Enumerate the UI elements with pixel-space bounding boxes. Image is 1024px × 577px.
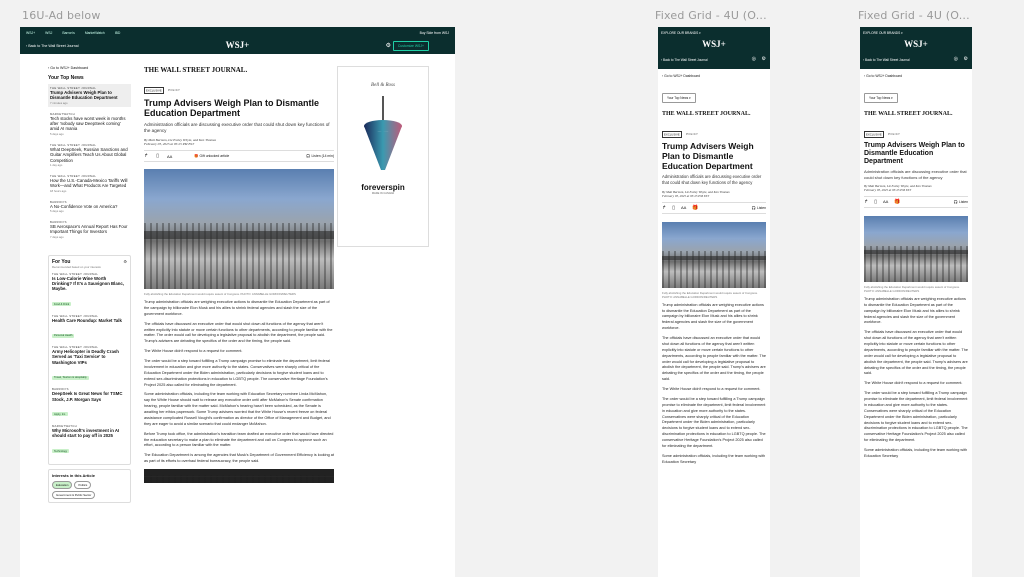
top-news-item[interactable] (48, 198, 131, 215)
goto-dashboard-link[interactable]: ‹ Go to WSJ+ Dashboard (662, 74, 700, 78)
article-paragraph: The order would be a step toward fulfilling a Trump campaign promise to eliminate the department, limit federal involvement in education and give more authority to the states. Conservatives were sharply critical of the Education Department under the Biden administration, particularly decisions to forgive student loans and to extend sex-discrimination protections in education to LGBTQ people. The conservative Heritage Foundation's Project 2025 also called for eliminating the department. (864, 391, 968, 443)
for-you-item[interactable] (52, 314, 127, 341)
top-news-item[interactable] (48, 172, 131, 195)
topnav-link[interactable]: WSJ (45, 31, 53, 35)
exclusive-badge: EXCLUSIVE (866, 132, 882, 136)
frame-label-right: Fixed Grid - 4U (O... (858, 9, 970, 22)
masthead: THE WALL STREET JOURNAL. (864, 111, 953, 117)
account-icon[interactable]: ◎ (953, 56, 958, 62)
article-paragraph: The officials have discussed an executive order that would shut down all functions of the agency that aren't written explicitly into statute or move certain functions to other departments, according to people familiar with the matter. The order would call for developing a legislative proposal to abolish the department, the people said. Trump's advisers are debating the specifics of the order and the timing, the people said. (662, 336, 766, 382)
date: February 03, 2025 at 05:25 PM EST (144, 142, 195, 147)
photo-caption: Fully abolishing the Education Department would require assent of Congress. PHOTO: ANNABELLE GORDON/REUTERS (662, 290, 758, 299)
article-paragraph: The Education Department is among the agencies that Musk's Department of Government Efficiency is looking at as part of its efforts to overhaul federal bureaucracy, the people said. (144, 453, 334, 464)
gift-button[interactable]: 🎁 Gift unlocked article (194, 154, 230, 159)
news-title: DeepSeek Is Great News for TSMC Stock, J.P. Morgan Says (52, 391, 123, 402)
news-time: 18 hours ago (50, 188, 67, 193)
news-title: Why Microsoft's investment in AI should start to pay off in 2025 (52, 427, 120, 439)
interest-chip[interactable] (74, 481, 91, 489)
customize-button[interactable]: Customize WSJ+ (393, 41, 429, 51)
dek: Administration officials are discussing executive order that could shut down key functions of the agency (144, 121, 330, 133)
news-source: BARRON'S (50, 219, 67, 224)
interest-chip[interactable] (52, 481, 72, 489)
bookmark-icon[interactable]: ▯ (672, 204, 675, 211)
top-news-title: Your Top News (48, 75, 84, 81)
gear-icon[interactable]: ⚙ (963, 56, 968, 62)
topic-tag[interactable]: Travel, Tourism & Hospitality (54, 376, 87, 380)
settings-icon[interactable]: ⚙ (123, 258, 127, 264)
news-title: Health Care Roundup: Market Talk (52, 317, 122, 323)
listen-button[interactable]: 🎧 Listen (751, 205, 766, 210)
chip-label: Government & Public Sector (56, 492, 92, 497)
news-title: Tech stocks have worst week in months after 'nobody saw DeepSeek coming' amid AI mania (50, 115, 126, 132)
back-link[interactable]: ‹ Back to The Wall Street Journal (661, 58, 708, 62)
top-nav (20, 27, 455, 54)
for-you-item[interactable] (52, 387, 127, 420)
topnav-link[interactable]: WSJ+ (26, 31, 36, 35)
news-time: 1 day ago (50, 162, 63, 167)
article-paragraph: The White House didn't respond to a request for comment. (864, 381, 963, 386)
article-paragraph: The order would be a step toward fulfilling a Trump campaign promise to eliminate the department, limit federal involvement in education and give more authority to the states. Conservatives were sharply critical of the Education Department under the Biden administration, particularly decisions to forgive student loans and to extend sex-discrimination protections in education to LGBTQ people. The conservative Heritage Foundation's Project 2025 also called for eliminating the department. (144, 359, 330, 387)
gift-icon[interactable]: 🎁 (692, 204, 699, 211)
bookmark-icon[interactable]: ▯ (874, 198, 877, 205)
news-title: What DeepSeek, Russian Sanctions and Guitar Amplifiers Teach Us About Global Competition (50, 146, 128, 163)
gift-icon[interactable]: 🎁 (894, 198, 901, 205)
news-time: 5 days ago (50, 131, 64, 136)
mobile-frame-2 (860, 27, 972, 577)
listen-button[interactable]: 🎧 Listen (953, 199, 968, 204)
photo-caption: Fully abolishing the Education Department would require assent of Congress. PHOTO: ANNABELLE GORDON/REUTERS (864, 284, 960, 293)
for-you-item[interactable] (52, 272, 127, 310)
news-source: THE WALL STREET JOURNAL (50, 142, 97, 147)
date: February 03, 2025 at 05:25 PM EST (864, 187, 912, 192)
frame-label-left: 16U-Ad below (22, 9, 101, 22)
news-source: BARRON'S (52, 387, 69, 392)
article-paragraph: The officials have discussed an executive order that would shut down all functions of the agency that aren't written explicitly into statute or move certain functions to other departments, according to people familiar with the matter. The order would call for developing a legislative proposal to abolish the department, the people said. Trump's advisers are debating the specifics of the order and the timing, the people said. (144, 321, 333, 344)
mobile-nav (658, 27, 770, 69)
hero-photo (144, 169, 334, 289)
headline: Trump Advisers Weigh Plan to Dismantle Education Department (864, 142, 965, 166)
article-paragraph: The White House didn't respond to a request for comment. (662, 387, 761, 392)
headline: Trump Advisers Weigh Plan to Dismantle Education Department (662, 141, 754, 171)
top-news-select[interactable]: Your Top News ▾ (662, 93, 696, 103)
for-you-sub: Recommended based on your interests (52, 264, 101, 269)
dek: Administration officials are discussing executive order that could shut down key functions of the agency (864, 169, 967, 180)
desktop-frame (20, 27, 455, 577)
news-source: MARKETWATCH (50, 111, 75, 116)
topnav-link[interactable]: MarketWatch (84, 31, 105, 35)
wsj-logo[interactable]: WSJ+ (702, 39, 726, 49)
ad-brand: foreverspin (361, 183, 405, 192)
ad-script: Bell & Ross (371, 83, 395, 88)
article-paragraph-tail: Some administration officials, including the team working with Education Secretary (864, 448, 968, 458)
sidebar (48, 66, 131, 503)
top-news-item[interactable] (48, 141, 131, 169)
chip-label: Education (56, 482, 69, 487)
news-title: Is Low-Calorie Wine Worth Drinking? If It's a Sauvignon Blanc, Maybe. (52, 275, 124, 292)
for-you-item[interactable] (52, 424, 127, 457)
mobile-nav (860, 27, 972, 69)
frame-label-mid: Fixed Grid - 4U (O... (655, 9, 767, 22)
interest-chip[interactable] (52, 491, 95, 499)
exclusive-badge: EXCLUSIVE (664, 132, 680, 136)
mobile-frame-1 (658, 27, 770, 577)
news-title: Trump Advisers Weigh Plan to Dismantle Education Department (50, 90, 118, 101)
hero-photo (864, 216, 968, 282)
article-paragraph: Before Trump took office, the administration's transition team drafted an executive order that would have directed the education secretary to make a plan to eliminate the department and call on Congress to approve such an effort, according to a person familiar with the matter. (144, 431, 334, 448)
news-source: THE WALL STREET JOURNAL (50, 86, 97, 90)
share-icon[interactable]: ↱ (864, 198, 869, 205)
section-label: POLICY (686, 132, 699, 136)
dek: Administration officials are discussing executive order that could shut down key functions of the agency (662, 174, 762, 185)
top-news-item[interactable] (48, 110, 131, 138)
news-title: A No-Confidence Vote on America? (50, 203, 118, 209)
article (144, 66, 334, 483)
back-link[interactable]: ‹ Back to The Wall Street Journal (863, 58, 910, 62)
date: February 03, 2025 at 05:25 PM EST (662, 193, 710, 198)
article-paragraph: The order would be a step toward fulfilling a Trump campaign promise to eliminate the department, limit federal involvement in education and give more authority to the states. Conservatives were sharply critical of the Education Department under the Biden administration, particularly decisions to forgive student loans and to extend sex-discrimination protections in education to LGBTQ people. The conservative Heritage Foundation's Project 2025 also called for eliminating the department. (662, 396, 766, 448)
news-time: 5 days ago (50, 208, 64, 213)
account-icon[interactable]: ◎ (751, 56, 756, 62)
back-link[interactable]: ‹ Back to The Wall Street Journal (26, 44, 79, 48)
ad-sub: MADE IN CANADA (371, 192, 395, 195)
ad-unit[interactable] (337, 66, 429, 247)
byline: By Matt Barnum, Liz Essley Whyte, and Ken Thomas (864, 183, 932, 188)
brands-menu[interactable]: EXPLORE OUR BRANDS ▾ (863, 31, 903, 35)
ad-spinner-image (363, 96, 403, 176)
topic-tag[interactable]: Technology (54, 449, 68, 453)
gear-icon[interactable]: ⚙ (761, 56, 766, 62)
news-source: BARRON'S (50, 199, 67, 204)
text-size-icon[interactable]: AA (166, 153, 173, 159)
article-paragraph: Some administration officials, including the team working with Education Secretary nominee Linda McMahon, say the White House should wait to release any executive order until after McMahon's Senate confirmation hearing, people familiar with the matter said. McMahon's hearing hasn't been scheduled, as the Senate is awaiting her ethics paperwork. Some Trump advisers worried that the White House's recent freeze on federal assistance complicated Russell Vought's confirmation as director of the Office of Management and Budget, and they are eager to avoid a similar scenario that could endanger McMahon. (144, 392, 331, 426)
news-title: Army Helicopter in Deadly Crash Served as 'Taxi Service' to Washington VIPs (52, 349, 119, 365)
exclusive-badge: EXCLUSIVE (146, 88, 162, 92)
article-paragraph: Trump administration officials are weighing executive actions to dismantle the Education Department as part of the campaign by billionaire Elon Musk and his allies to shrink federal agencies and slash the size of the government workforce. (662, 302, 764, 331)
share-icon[interactable]: ↱ (144, 153, 149, 160)
byline: By Matt Barnum, Liz Essley Whyte, and Ken Thomas (144, 138, 216, 143)
news-title: How the U.S.-Canada-Mexico Tariffs Will Work—and What Products Are Targeted (50, 177, 128, 189)
masthead: THE WALL STREET JOURNAL. (662, 111, 751, 117)
topnav-link[interactable]: Barron's (62, 31, 75, 35)
topic-tag[interactable]: Apply, Inc. (54, 412, 66, 416)
article-paragraph: The officials have discussed an executive order that would shut down all functions of the agency that aren't written explicitly into statute or move certain functions to other departments, according to people familiar with the matter. The order would call for developing a legislative proposal to abolish the department, the people said. Trump's advisers are debating the specifics of the order and the timing, the people said. (864, 330, 968, 376)
article-paragraph: Trump administration officials are weighing executive actions to dismantle the Education Department as part of the campaign by billionaire Elon Musk and his allies to shrink federal agencies and slash the size of the government workforce. (864, 296, 966, 325)
brands-menu[interactable]: EXPLORE OUR BRANDS ▾ (661, 31, 701, 35)
section-label: POLICY (888, 132, 901, 136)
news-source: MARKETWATCH (52, 423, 77, 428)
topnav-link[interactable]: IBD (114, 31, 121, 35)
chip-label: Politics (78, 482, 88, 487)
byline: By Matt Barnum, Liz Essley Whyte, and Ken Thomas (662, 189, 730, 194)
wsj-logo[interactable]: WSJ+ (225, 40, 250, 50)
interests-panel (48, 469, 131, 503)
news-source: THE WALL STREET JOURNAL (50, 173, 97, 178)
news-source: THE WALL STREET JOURNAL (52, 313, 99, 318)
top-news-select[interactable]: Your Top News ▾ (864, 93, 898, 103)
second-photo (144, 469, 334, 483)
for-you-item[interactable] (52, 345, 127, 383)
goto-dashboard-link[interactable]: ‹ Go to WSJ+ Dashboard (48, 66, 89, 70)
news-time: 7 minutes ago (50, 100, 68, 105)
news-source: THE WALL STREET JOURNAL (52, 345, 99, 350)
article-paragraph: The White House didn't respond to a request for comment. (144, 349, 243, 354)
bookmark-icon[interactable]: ▯ (156, 153, 159, 160)
listen-button[interactable]: 🎧 Listen (14 min) (306, 154, 334, 159)
text-size-icon[interactable]: AA (680, 205, 687, 211)
for-you-panel (48, 255, 131, 465)
top-news-list (48, 84, 131, 241)
headline: Trump Advisers Weigh Plan to Dismantle Education Department (144, 98, 320, 119)
photo-caption: Fully abolishing the Education Department would require assent of Congress. PHOTO: ANNABELLE GORDON/REUTERS (144, 292, 296, 297)
hero-photo (662, 222, 766, 288)
top-news-item[interactable] (48, 84, 131, 107)
article-paragraph: Trump administration officials are weighing executive actions to dismantle the Education Department as part of the campaign by billionaire Elon Musk and his allies to shrink federal agencies and slash the size of the government workforce. (144, 300, 330, 316)
top-news-item[interactable] (48, 218, 131, 241)
for-you-title: For You (52, 258, 71, 265)
gear-icon[interactable]: ⚙ (385, 43, 391, 49)
buyside-link[interactable]: Buy Side from WSJ (419, 31, 449, 35)
masthead: THE WALL STREET JOURNAL. (144, 66, 248, 74)
wsj-logo[interactable]: WSJ+ (904, 39, 928, 49)
article-paragraph-tail: Some administration officials, including the team working with Education Secretary (662, 453, 766, 464)
topic-tag[interactable]: Food & Drink (54, 302, 70, 306)
interests-title: Interests in this Article (52, 472, 95, 478)
share-icon[interactable]: ↱ (662, 204, 667, 211)
topic-tag[interactable]: Personal Health (54, 334, 73, 338)
news-source: THE WALL STREET JOURNAL (52, 271, 99, 276)
text-size-icon[interactable]: AA (882, 199, 889, 205)
section-label: POLICY (168, 88, 181, 92)
goto-dashboard-link[interactable]: ‹ Go to WSJ+ Dashboard (864, 74, 902, 78)
news-time: 7 days ago (50, 234, 64, 239)
news-title: SB Aerospace's Annual Report Has Four Important Things for Investors (50, 223, 128, 235)
